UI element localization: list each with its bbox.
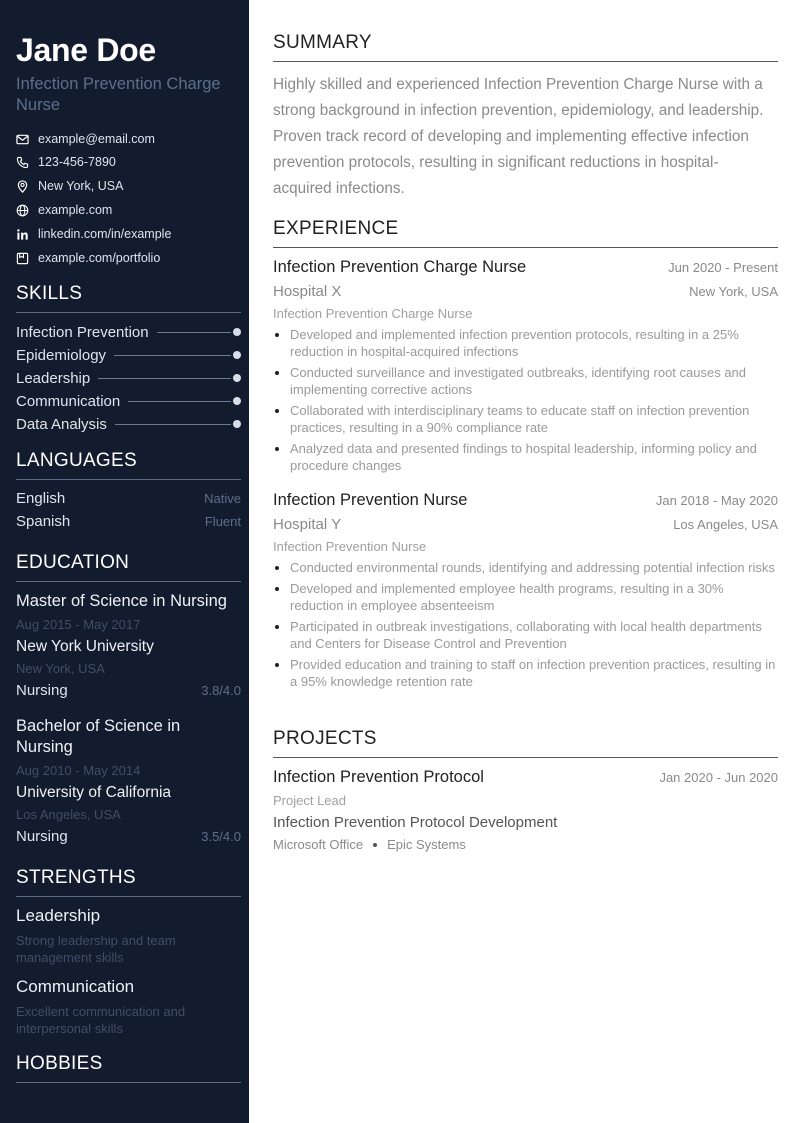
education-heading: EDUCATION bbox=[16, 552, 241, 582]
strength-name: Communication bbox=[16, 977, 135, 996]
location-icon bbox=[16, 180, 29, 193]
job-bullet: Analyzed data and presented findings to hospital leadership, informing policy and procedure changes bbox=[273, 440, 778, 474]
job-dates: Jan 2018 - May 2020 bbox=[655, 493, 778, 508]
project-keyword: Microsoft Office bbox=[273, 837, 364, 852]
skill-item bbox=[16, 414, 241, 434]
languages-heading: LANGUAGES bbox=[16, 450, 241, 480]
education-area-row bbox=[16, 828, 241, 845]
job-header bbox=[273, 491, 778, 510]
candidate-title: Infection Prevention Charge Nurse bbox=[16, 75, 221, 114]
summary-heading: SUMMARY bbox=[273, 32, 778, 62]
job-bullet: Participated in outbreak investigations, collaborating with local health departments and Centers for Disease Control and Prevention bbox=[273, 618, 778, 652]
education-degree: Bachelor of Science in Nursing bbox=[16, 717, 181, 756]
job-company: Hospital X bbox=[273, 283, 342, 300]
contact-phone[interactable] bbox=[16, 153, 116, 171]
contact-website-text: example.com bbox=[38, 203, 113, 217]
project-name: Infection Prevention Protocol bbox=[273, 768, 484, 786]
hobbies-heading: HOBBIES bbox=[16, 1053, 241, 1083]
job-bullet: Developed and implemented infection prevention protocols, resulting in a 25% reduction in hospital-acquired infections bbox=[273, 326, 778, 360]
contact-email[interactable] bbox=[16, 130, 155, 148]
skill-line bbox=[115, 424, 231, 425]
education-dates: Aug 2015 - May 2017 bbox=[16, 617, 141, 632]
skill-line bbox=[128, 401, 231, 402]
job-location: Los Angeles, USA bbox=[673, 517, 778, 532]
contact-email-text: example@email.com bbox=[38, 132, 155, 146]
education-area-row bbox=[16, 682, 241, 699]
language-level: Fluent bbox=[204, 514, 241, 529]
contact-portfolio[interactable] bbox=[16, 249, 160, 267]
project-keyword: Epic Systems bbox=[387, 837, 466, 852]
job-bullets bbox=[273, 559, 778, 694]
strength-description: Strong leadership and team management skills bbox=[16, 933, 176, 965]
job-subtitle: Infection Prevention Nurse bbox=[273, 539, 427, 554]
job-subtitle: Infection Prevention Charge Nurse bbox=[273, 306, 473, 321]
education-score: 3.5/4.0 bbox=[201, 829, 241, 844]
skill-dot bbox=[233, 420, 241, 428]
keyword-separator bbox=[373, 843, 377, 847]
email-icon bbox=[16, 133, 29, 146]
job-company: Hospital Y bbox=[273, 516, 342, 533]
summary-text: Highly skilled and experienced Infection Prevention Charge Nurse with a strong background in infection prevention, epidemiology, and leadership. Proven track record of developing and implementing effective infection prevention protocols, resulting in significant reductions in hospital-acquired infections. bbox=[273, 76, 764, 197]
phone-icon bbox=[16, 156, 29, 169]
globe-icon bbox=[16, 204, 29, 217]
education-degree: Master of Science in Nursing bbox=[16, 592, 227, 610]
job-company-row bbox=[273, 283, 778, 300]
language-item bbox=[16, 513, 241, 530]
job-position: Infection Prevention Charge Nurse bbox=[273, 258, 527, 276]
project-dates: Jan 2020 - Jun 2020 bbox=[659, 770, 778, 785]
language-level: Native bbox=[204, 491, 241, 506]
project-keywords bbox=[273, 837, 466, 852]
project-role: Project Lead bbox=[273, 793, 346, 808]
skill-label: Data Analysis bbox=[16, 415, 107, 433]
experience-heading: EXPERIENCE bbox=[273, 218, 778, 248]
skill-item bbox=[16, 368, 241, 388]
job-bullet: Conducted surveillance and investigated outbreaks, identifying root causes and implementing corrective actions bbox=[273, 364, 778, 398]
skill-label: Infection Prevention bbox=[16, 323, 149, 341]
job-company-row bbox=[273, 516, 778, 533]
education-dates: Aug 2010 - May 2014 bbox=[16, 763, 141, 778]
job-header bbox=[273, 258, 778, 277]
projects-heading: PROJECTS bbox=[273, 728, 778, 758]
project-header bbox=[273, 768, 778, 787]
linkedin-icon bbox=[16, 228, 29, 241]
contact-phone-text: 123-456-7890 bbox=[38, 155, 116, 169]
skill-line bbox=[114, 355, 231, 356]
education-school: New York University bbox=[16, 638, 154, 655]
education-location: New York, USA bbox=[16, 661, 105, 676]
job-dates: Jun 2020 - Present bbox=[668, 260, 778, 275]
contact-linkedin[interactable] bbox=[16, 225, 171, 243]
education-school: University of California bbox=[16, 784, 172, 801]
language-name: English bbox=[16, 490, 66, 507]
candidate-name: Jane Doe bbox=[16, 32, 156, 68]
skill-dot bbox=[233, 328, 241, 336]
skill-label: Communication bbox=[16, 392, 121, 410]
skill-dot bbox=[233, 351, 241, 359]
education-location: Los Angeles, USA bbox=[16, 807, 121, 822]
education-area: Nursing bbox=[16, 682, 68, 699]
skill-label: Leadership bbox=[16, 369, 91, 387]
contact-location bbox=[16, 177, 123, 195]
job-bullet: Conducted environmental rounds, identifying and addressing potential infection risks bbox=[273, 559, 778, 576]
job-bullets bbox=[273, 326, 778, 478]
job-position: Infection Prevention Nurse bbox=[273, 491, 468, 509]
contact-website[interactable] bbox=[16, 201, 112, 219]
skill-line bbox=[157, 332, 231, 333]
job-location: New York, USA bbox=[689, 284, 778, 299]
skill-item bbox=[16, 322, 241, 342]
language-name: Spanish bbox=[16, 513, 71, 530]
skill-item bbox=[16, 391, 241, 411]
sidebar bbox=[0, 0, 249, 1123]
skill-line bbox=[98, 378, 231, 379]
skills-heading: SKILLS bbox=[16, 283, 241, 313]
skill-dot bbox=[233, 397, 241, 405]
contact-linkedin-text: linkedin.com/in/example bbox=[38, 227, 172, 241]
job-bullet: Collaborated with interdisciplinary teams to educate staff on infection prevention practices, resulting in a 90% compliance rate bbox=[273, 402, 778, 436]
project-description: Infection Prevention Protocol Development bbox=[273, 814, 558, 831]
strength-name: Leadership bbox=[16, 906, 101, 925]
education-area: Nursing bbox=[16, 828, 68, 845]
education-score: 3.8/4.0 bbox=[201, 683, 241, 698]
job-bullet: Provided education and training to staff on infection prevention practices, resulting in a 95% knowledge retention rate bbox=[273, 656, 778, 690]
portfolio-icon bbox=[16, 252, 29, 265]
language-item bbox=[16, 490, 241, 507]
job-bullet: Developed and implemented employee health programs, resulting in a 30% reduction in employee absenteeism bbox=[273, 580, 778, 614]
contact-location-text: New York, USA bbox=[38, 179, 124, 193]
skill-item bbox=[16, 345, 241, 365]
skill-dot bbox=[233, 374, 241, 382]
skill-label: Epidemiology bbox=[16, 346, 107, 364]
contact-portfolio-text: example.com/portfolio bbox=[38, 251, 161, 265]
strength-description: Excellent communication and interpersonal skills bbox=[16, 1004, 186, 1036]
strengths-heading: STRENGTHS bbox=[16, 867, 241, 897]
